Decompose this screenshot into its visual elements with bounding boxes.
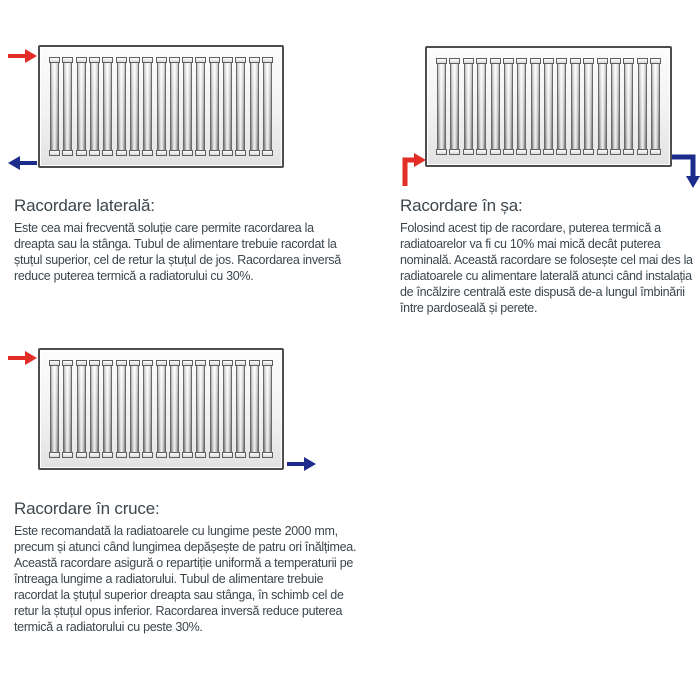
radiator-fin [116,57,127,156]
radiator-fin [476,58,487,155]
radiator-fin [597,58,608,155]
radiator-fin [76,57,87,156]
section-cruce [0,330,360,700]
radiator-fins [49,360,273,458]
radiator-fin [530,58,541,155]
radiator-fin [102,360,113,458]
return-arrow-icon [672,152,700,192]
radiator-fin [129,57,140,156]
radiator-fin [62,360,73,458]
radiator-fin [556,58,567,155]
radiator-fin [156,57,167,156]
radiator-fin [209,360,220,458]
radiator-diagram [425,46,672,167]
radiator-fin [182,57,193,156]
radiator-fin [49,57,60,156]
radiator-fin [490,58,501,155]
radiator-fin [623,58,634,155]
radiator-fin [436,58,447,155]
radiator-fin [195,360,206,458]
radiator-fins [436,58,661,155]
radiator-fin [169,360,180,458]
radiator-fin [503,58,514,155]
radiator-fin [463,58,474,155]
radiator-fin [262,360,273,458]
radiator-fin [102,57,113,156]
section-heading: Racordare laterală: [14,196,155,215]
supply-arrow-icon [8,351,38,365]
radiator-fin [570,58,581,155]
radiator-diagram [38,348,284,470]
radiator-fin [516,58,527,155]
radiator-fin [129,360,140,458]
radiator-diagram [38,45,284,168]
radiator-fin [235,57,246,156]
radiator-fin [222,57,233,156]
radiator-fin [89,360,100,458]
radiator-fin [543,58,554,155]
radiator-fin [49,360,60,458]
radiator-fin [156,360,167,458]
return-arrow-icon [287,457,317,471]
section-description: Folosind acest tip de racordare, puterea termică a radiatoarelor va fi cu 10% mai mică decât puterea nominală. Această racordare se folosește cel mai des la radiatoarele cu alimentare laterală atunci când instalația de încălzire centrală este dispusă de-a lungul îmbinării între pardoseală și perete. [400,221,693,315]
radiator-fin [142,360,153,458]
section-lateral [0,0,360,310]
supply-arrow-icon [8,49,38,63]
section-heading: Racordare în cruce: [14,499,160,518]
supply-arrow-icon [400,149,428,187]
section-description: Este recomandată la radiatoarele cu lungime peste 2000 mm, precum și atunci când lungimea depășește de patru ori înălțimea. Această racordare asigură o repartiție uniformă a temperaturii pe întreaga lungime a radiatorului. Tubul de alimentare trebuie racordat la ștuțul superior dreapta sau stânga, în schimb cel de retur la ștuțul opus inferior. Racordarea inversă reduce puterea termică a radiatorului cu peste 30%. [14,524,357,634]
return-arrow-icon [8,156,38,170]
radiator-fins [49,57,273,156]
radiator-fin [249,57,260,156]
radiator-fin [76,360,87,458]
radiator-fin [249,360,260,458]
radiator-fin [142,57,153,156]
radiator-fin [222,360,233,458]
radiator-fin [209,57,220,156]
radiator-fin [62,57,73,156]
radiator-fin [262,57,273,156]
radiator-fin [89,57,100,156]
radiator-fin [650,58,661,155]
radiator-fin [637,58,648,155]
radiator-fin [610,58,621,155]
section-heading: Racordare în șa: [400,196,523,215]
section-description: Este cea mai frecventă soluție care permite racordarea la dreapta sau la stânga. Tubul de alimentare trebuie racordat la ștuțul superior, cel de retur la ștuțul de jos. Racordarea inversă reduce puterea termică a radiatorului cu 30%. [14,221,341,283]
radiator-fin [195,57,206,156]
radiator-fin [449,58,460,155]
radiator-fin [169,57,180,156]
radiator-fin [182,360,193,458]
radiator-fin [583,58,594,155]
radiator-fin [116,360,127,458]
radiator-fin [235,360,246,458]
section-sa [390,0,700,320]
